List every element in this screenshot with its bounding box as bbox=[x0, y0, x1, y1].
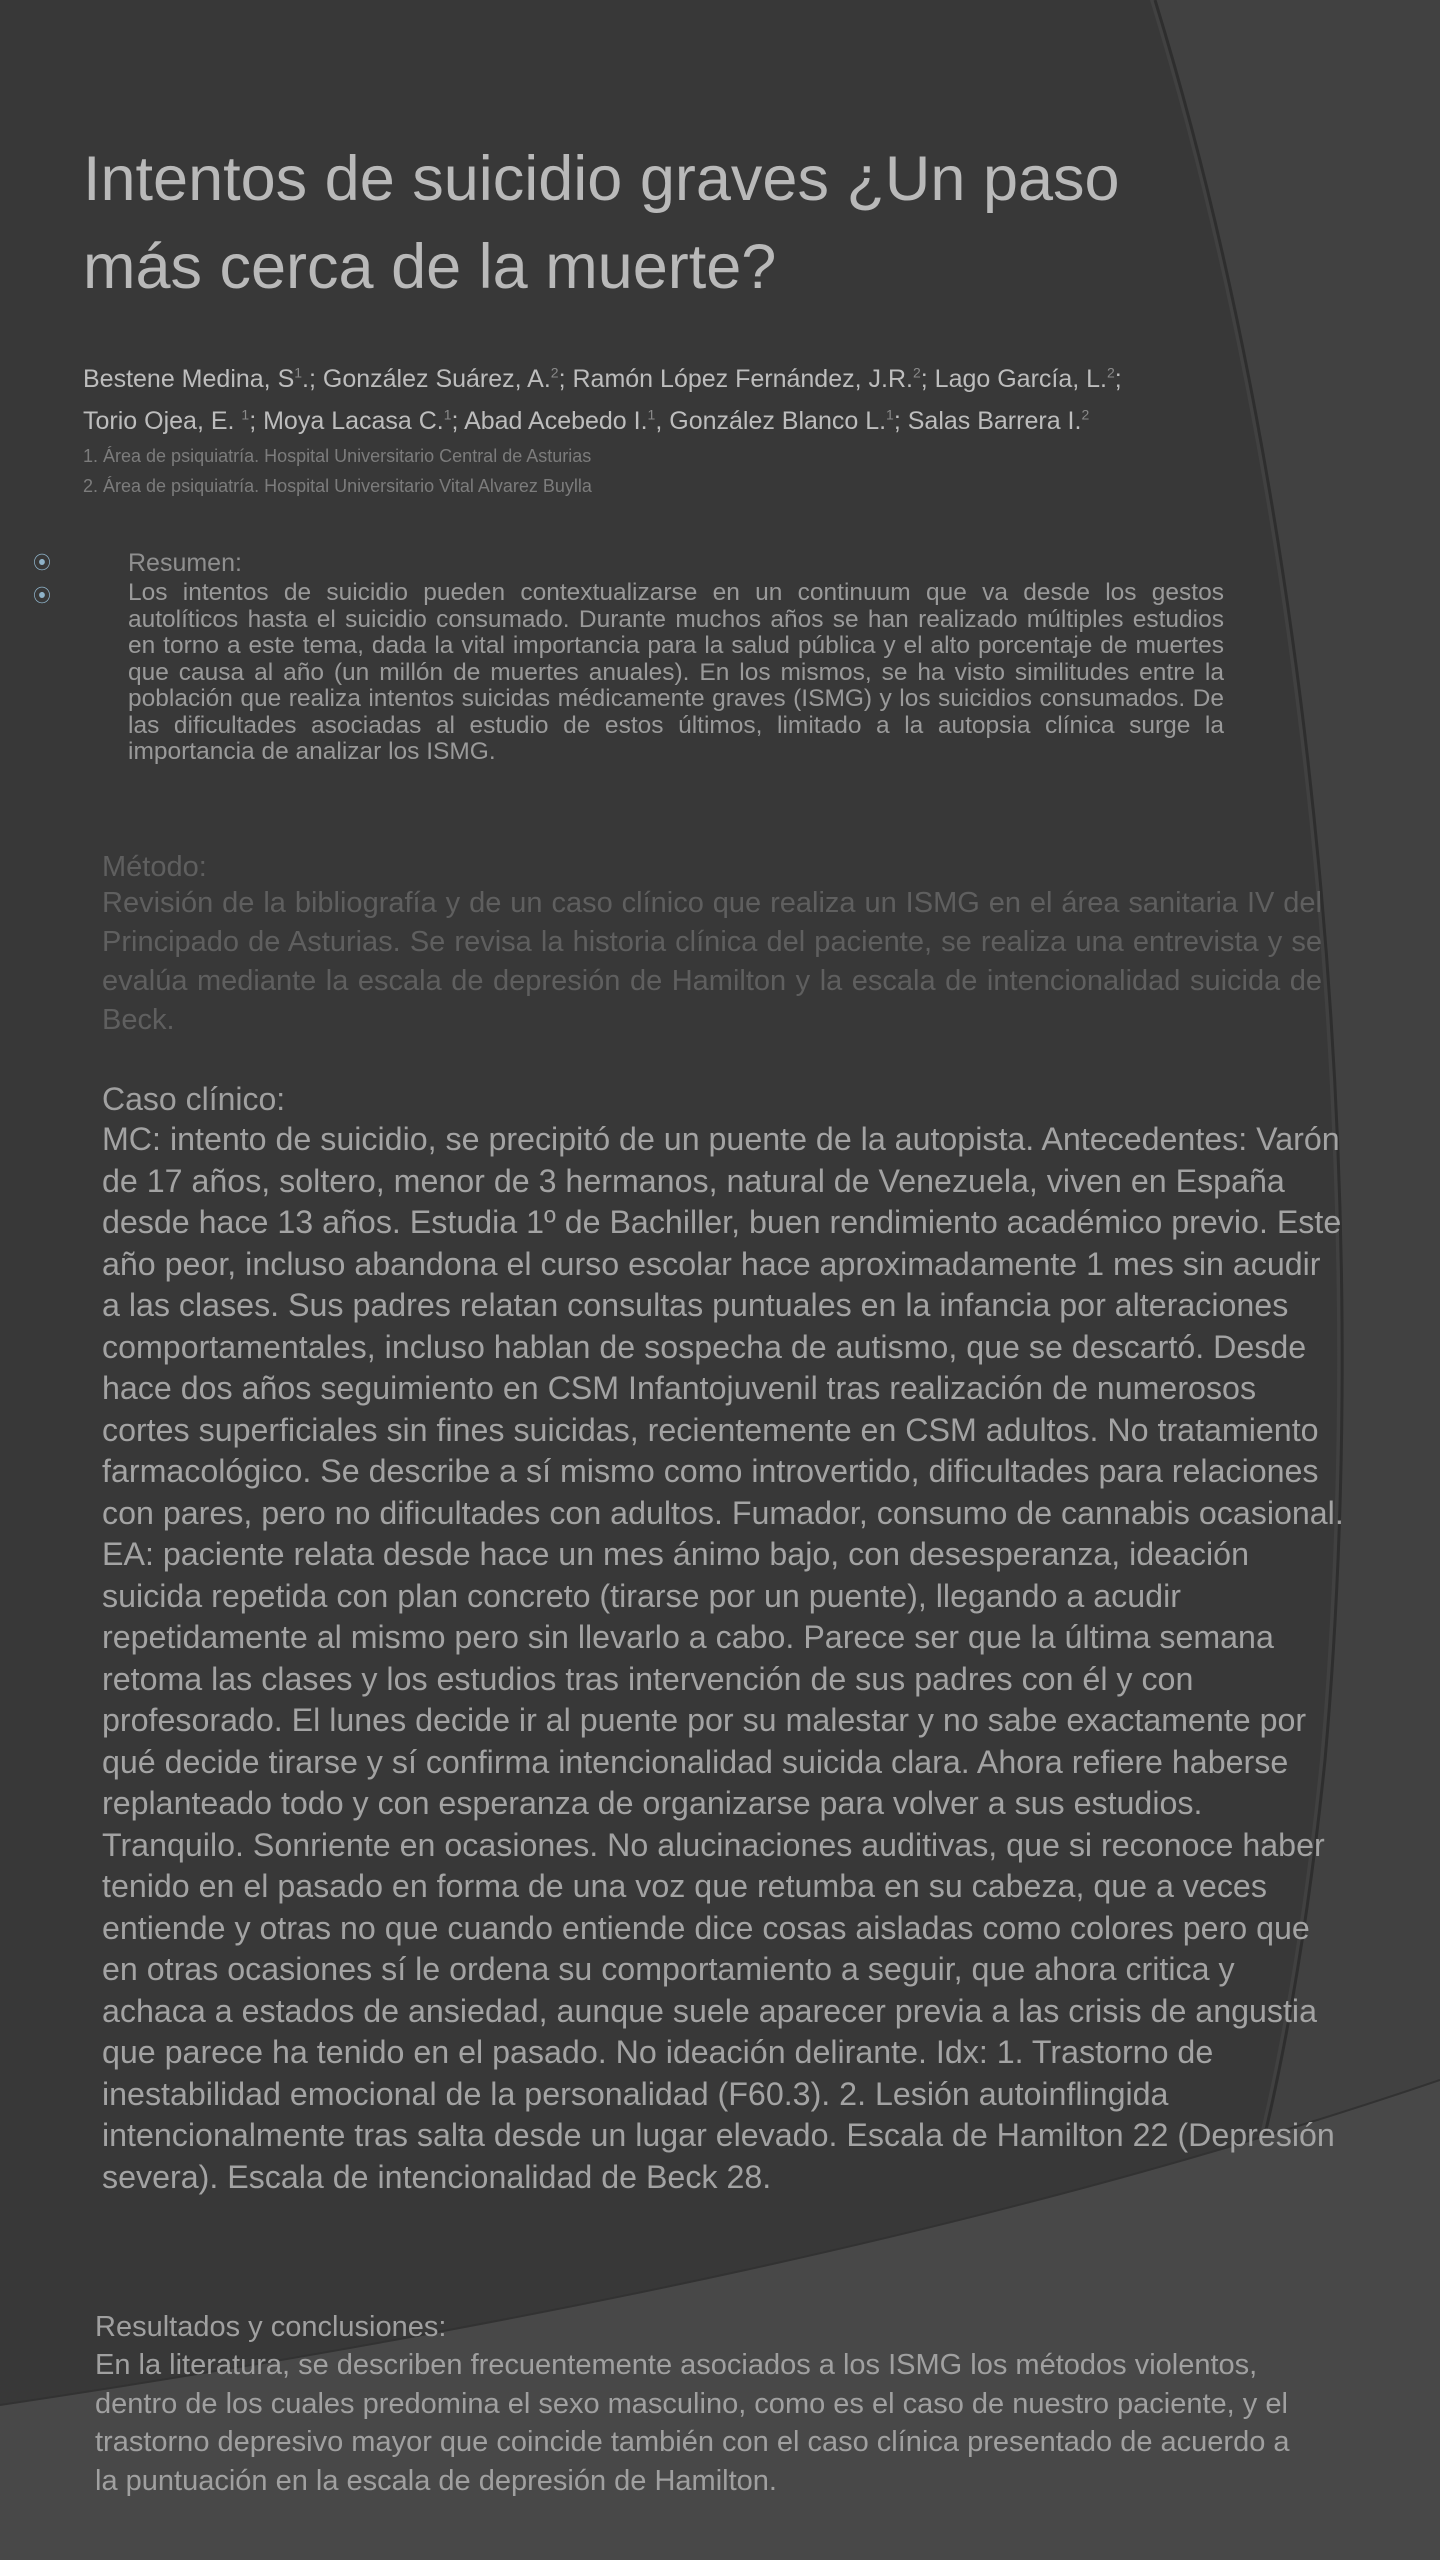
bullet-icon: ⦿ bbox=[33, 553, 51, 573]
author-name: Torio Ojea, E. bbox=[83, 407, 242, 435]
author-separator: ; bbox=[558, 365, 573, 393]
author-separator: ; bbox=[249, 407, 264, 435]
author-name: Abad Acebedo I. bbox=[464, 407, 648, 435]
author-affiliation-mark: 2 bbox=[912, 364, 921, 381]
caso-clinico-heading: Caso clínico: bbox=[102, 1081, 286, 1117]
author-name: González Blanco L. bbox=[669, 407, 887, 435]
author-affiliation-mark: 1 bbox=[294, 364, 303, 381]
author-separator: ; bbox=[920, 365, 935, 393]
author-separator: ; bbox=[451, 407, 465, 435]
author-separator: .; bbox=[302, 365, 323, 393]
author-list bbox=[83, 358, 1283, 442]
author-line-1 bbox=[83, 358, 1283, 400]
resultados-text: En la literatura, se describen frecuentemente asociados a los ISMG los métodos violentos, dentro de los cuales predomina el sexo masculino, como es el caso de nuestro paciente, y el trastorno depresivo mayor que coincide también con el caso clínica presentado de acuerdo a la puntuación en la escala de depresión de Hamilton. bbox=[95, 2349, 1290, 2497]
author-affiliation-mark: 1 bbox=[241, 406, 250, 423]
author-name: Moya Lacasa C. bbox=[263, 407, 444, 435]
author-affiliation-mark: 1 bbox=[886, 406, 894, 423]
author-separator: ; bbox=[893, 407, 908, 435]
resumen-heading: Resumen: bbox=[128, 549, 242, 577]
bullet-icon: ⦿ bbox=[33, 586, 51, 606]
metodo-heading: Método: bbox=[102, 851, 207, 883]
author-affiliation-mark: 1 bbox=[647, 406, 656, 423]
author-name: Ramón López Fernández, J.R. bbox=[572, 365, 913, 393]
resultados-heading: Resultados y conclusiones: bbox=[95, 2311, 447, 2343]
author-affiliation-mark: 2 bbox=[550, 364, 559, 381]
author-separator: ; bbox=[1114, 365, 1122, 393]
author-affiliation-mark: 2 bbox=[1081, 406, 1090, 423]
author-name: Bestene Medina, S bbox=[83, 365, 295, 393]
caso-clinico-text: MC: intento de suicidio, se precipitó de un puente de la autopista. Antecedentes: Varón de 17 años, soltero, menor de 3 hermanos, natural de Venezuela, viven en España desde hace 13 años. Estudia 1º de Bachiller, buen rendimiento académico previo. Este año peor, incluso abandona el curso escolar hace aproximadamente 1 mes sin acudir a las clases. Sus padres relatan consultas puntuales en la infancia por alteraciones comportamentales, incluso hablan de sospecha de autismo, que se descartó. Desde hace dos años seguimiento en CSM Infantojuvenil tras realización de numerosos cortes superficiales sin fines suicidas, recientemente en CSM adultos. No tratamiento farmacológico. Se describe a sí mismo como introvertido, dificultades para relaciones con pares, pero no dificultades con adultos. Fumador, consumo de cannabis ocasional. EA: paciente relata desde hace un mes ánimo bajo, con desesperanza, ideación suicida repetida con plan concreto (tirarse por un puente), llegando a acudir repetidamente al mismo pero sin llevarlo a cabo. Parece ser que la última semana retoma las clases y los estudios tras intervención de sus padres con él y con profesorado. El lunes decide ir al puente por su malestar y no sabe exactamente por qué decide tirarse y sí confirma intencionalidad suicida clara. Ahora refiere haberse replanteado todo y con esperanza de organizarse para volver a sus estudios. Tranquilo. Sonriente en ocasiones. No alucinaciones auditivas, que si reconoce haber tenido en el pasado en forma de una voz que retumba en su cabeza, que a veces entiende y otras no que cuando entiende dice cosas aisladas como colores pero que en otras ocasiones sí le ordena su comportamiento a seguir, que ahora critica y achaca a estados de ansiedad, aunque suele aparecer previa a las crisis de angustia que parece ha tenido en el pasado. No ideación delirante. Idx: 1. Trastorno de inestabilidad emocional de la personalidad (F60.3). 2. Lesión autoinflingida intencionalmente tras salta desde un lugar elevado. Escala de Hamilton 22 (Depresión severa). Escala de intencionalidad de Beck 28. bbox=[102, 1121, 1344, 2195]
poster-title: Intentos de suicidio graves ¿Un paso más cerca de la muerte? bbox=[83, 144, 1120, 302]
metodo-text: Revisión de la bibliografía y de un caso clínico que realiza un ISMG en el área sanitaria IV del Principado de Asturias. Se revisa la historia clínica del paciente, se realiza una entrevista y se evalúa mediante la escala de depresión de Hamilton y la escala de intencionalidad suicida de Beck. bbox=[102, 887, 1322, 1036]
author-name: Lago García, L. bbox=[934, 365, 1107, 393]
author-affiliation-mark: 2 bbox=[1107, 364, 1115, 381]
author-name: Salas Barrera I. bbox=[907, 407, 1082, 435]
affiliation-2: 2. Área de psiquiatría. Hospital Universitario Vital Alvarez Buylla bbox=[83, 476, 592, 496]
author-affiliation-mark: 1 bbox=[443, 406, 452, 423]
author-line-2 bbox=[83, 400, 1283, 442]
author-separator: , bbox=[655, 407, 670, 435]
resumen-text: Los intentos de suicidio pueden contextualizarse en un continuum que va desde los gestos autolíticos hasta el suicidio consumado. Durante muchos años se han realizado múltiples estudios en torno a este tema, dada la vital importancia para la salud pública y el alto porcentaje de muertes que causa al año (un millón de muertes anuales). En los mismos, se ha visto similitudes entre la población que realiza intentos suicidas médicamente graves (ISMG) y los suicidios consumados. De las dificultades asociadas al estudio de estos últimos, limitado a la autopsia clínica surge la importancia de analizar los ISMG. bbox=[128, 579, 1224, 765]
author-name: González Suárez, A. bbox=[322, 365, 551, 393]
affiliation-1: 1. Área de psiquiatría. Hospital Universitario Central de Asturias bbox=[83, 446, 592, 466]
